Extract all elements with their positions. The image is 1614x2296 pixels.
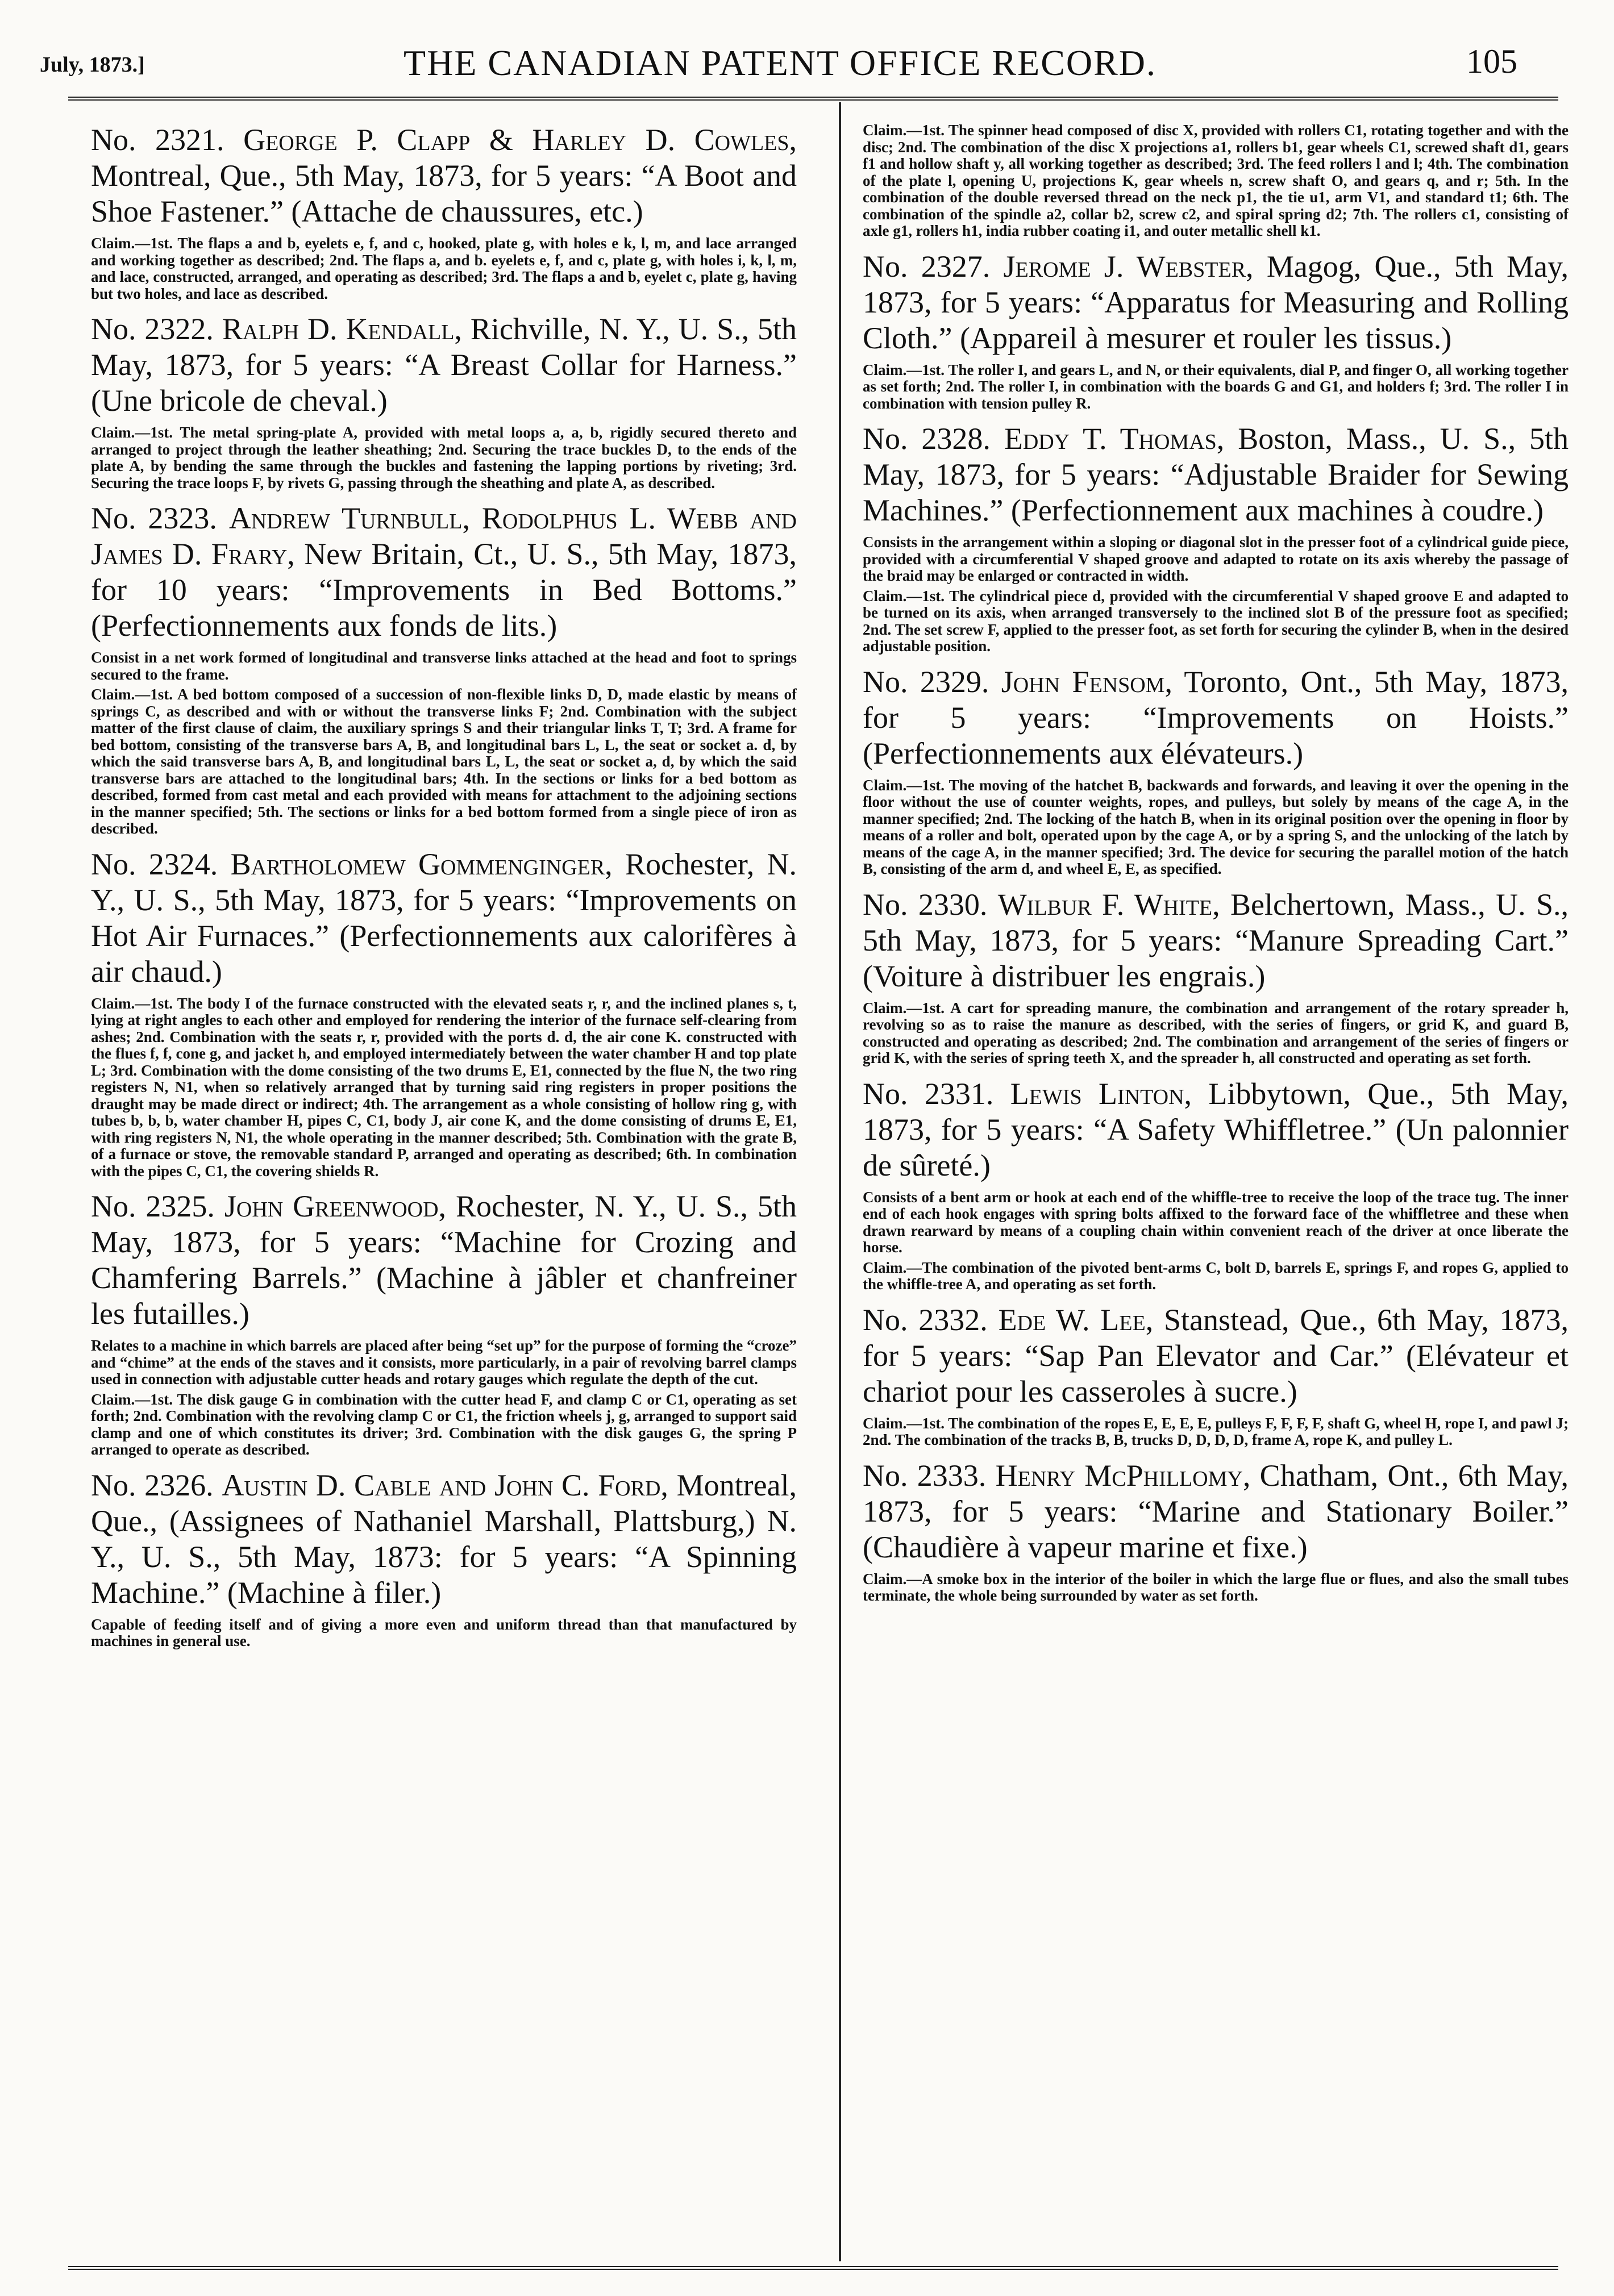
right-column — [863, 122, 1569, 1614]
patent-number: No. 2332. — [863, 1302, 988, 1337]
patent-title — [91, 122, 797, 230]
patentee-names: Ralph D. Kendall, — [222, 312, 462, 346]
patentee-names: John Fensom, — [1001, 664, 1172, 699]
claim-paragraph: Claim.—1st. The roller I, and gears L, and N, or their equivalents, dial P, and finger O, all working together as set forth; 2nd. The roller I, in combination with the boards G and G1, and holders f; 3rd. The roller I in combination with tension pulley R. — [863, 361, 1569, 412]
column-divider — [839, 102, 841, 2261]
publication-title: THE CANADIAN PATENT OFFICE RECORD. — [404, 43, 1157, 83]
patent-title — [91, 1189, 797, 1332]
patent-title — [863, 664, 1569, 772]
patent-details: Montreal, Que., (Assignees of Nathaniel Marshall, Plattsburg,) N. Y., U. S., 5th May, 1873: for 5 years: “A Spinning Machine.” (Machine à filer.) — [91, 1468, 797, 1610]
issue-date: July, 1873.] — [40, 53, 145, 77]
patent-number: No. 2330. — [863, 887, 988, 922]
claim-paragraph: Consist in a net work formed of longitudinal and transverse links attached at the head and foot to springs secured to the frame. — [91, 649, 797, 683]
patent-entry — [91, 311, 797, 491]
patent-number: No. 2328. — [863, 422, 991, 456]
patent-entry — [91, 501, 797, 837]
patentee-names: Wilbur F. White, — [997, 887, 1220, 922]
patent-number: No. 2321. — [91, 123, 224, 157]
patentee-names: Austin D. Cable and John C. Ford, — [222, 1468, 668, 1502]
patent-details: Libbytown, Que., 5th May, 1873, for 5 years: “A Safety Whiffletree.” (Un palonnier de sûreté.) — [863, 1076, 1569, 1182]
patentee-names: Andrew Turnbull, Rodolphus L. Webb and James D. Frary, — [91, 501, 797, 571]
claim-paragraph: Claim.—1st. The spinner head composed of disc X, provided with rollers C1, rotating together and with the disc; 2nd. The combination of the disc X projections a1, rollers b1, gear wheels C1, screwed shaft d1, gears f1 and hollow shaft y, all working together as described; 3rd. The feed rollers l and l; 4th. The combination of the plate l, opening U, projections K, gear wheels n, screw shaft O, and gears q, and r; 5th. In the combination of the double reversed thread on the neck p1, the tie u1, arm V1, and standard t1; 6th. The combination of the spindle a2, collar b2, screw c2, and spiral spring d2; 7th. The rollers c1, consisting of axle g1, rollers h1, india rubber coating i1, and outer metallic shell k1. — [863, 122, 1569, 239]
patentee-names: Ede W. Lee, — [998, 1302, 1154, 1337]
patent-details: Boston, Mass., U. S., 5th May, 1873, for 5 years: “Adjustable Braider for Sewing Machines.” (Perfectionnement aux machines à coudre.) — [863, 422, 1569, 527]
patentee-names: George P. Clapp & Harley D. Cowles, — [243, 123, 797, 157]
patent-number: No. 2326. — [91, 1468, 214, 1502]
patent-number: No. 2323. — [91, 501, 217, 535]
patent-title — [91, 1468, 797, 1611]
patentee-names: John Greenwood, — [224, 1189, 447, 1223]
claim-paragraph: Claim.—1st. A cart for spreading manure, the combination and arrangement of the rotary spreader h, revolving so as to raise the manure as described, with the series of fingers, or grid K, and guard B, constructed and operating as described; 2nd. The combination and arrangement of the series of fingers or grid K, with the series of spring teeth X, and the spreader h, all constructed and operating as set forth. — [863, 999, 1569, 1066]
patent-details: New Britain, Ct., U. S., 5th May, 1873, for 10 years: “Improvements in Bed Bottoms.” (Perfectionnements aux fonds de lits.) — [91, 537, 797, 643]
page-header — [40, 27, 1517, 83]
claim-paragraph: Claim.—A smoke box in the interior of the boiler in which the large flue or flues, and also the small tubes terminate, the whole being surrounded by water as set forth. — [863, 1570, 1569, 1604]
left-column — [91, 122, 797, 1659]
patent-entry — [91, 122, 797, 302]
patent-entry — [863, 421, 1569, 655]
patent-entry — [863, 1302, 1569, 1449]
patent-title — [863, 1302, 1569, 1410]
patent-entry — [91, 847, 797, 1180]
claim-paragraph: Capable of feeding itself and of giving a more even and uniform thread than that manufactured by machines in general use. — [91, 1615, 797, 1649]
patent-number: No. 2329. — [863, 664, 989, 699]
claim-paragraph: Claim.—1st. The combination of the ropes E, E, E, E, pulleys F, F, F, F, shaft G, wheel H, rope I, and pawl J; 2nd. The combination of the tracks B, B, trucks D, D, D, D, frame A, rope K, and pulley L. — [863, 1414, 1569, 1448]
patent-number: No. 2322. — [91, 312, 214, 346]
patent-entry — [863, 249, 1569, 412]
patent-title — [863, 249, 1569, 356]
patent-details: Toronto, Ont., 5th May, 1873, for 5 years: “Improvements on Hoists.” (Perfectionnements aux élévateurs.) — [863, 664, 1569, 770]
patentee-names: Lewis Linton, — [1010, 1076, 1192, 1111]
claim-paragraph: Claim.—1st. The body I of the furnace constructed with the elevated seats r, r, and the inclined planes s, t, lying at right angles to each other and employed for rendering the interior of the furnace self-clearing from ashes; 2nd. Combination with the seats r, r, provided with the ports d. d, the air cone K. constructed with the flues f, f, cone g, and jacket h, and employed intermediately between the water chamber H and top plate L; 3rd. Combination with the dome consisting of the two drums E, E1, connected by the flue N, the two ring registers N, N1, when so relatively arranged that by turning said ring registers in proper positions the draught may be made direct or indirect; 4th. The arrangement as a whole consisting of hollow ring g, with tubes b, b, b, water chamber H, pipes C, C1, body J, air cone K, and the dome consisting of drums E, E1, with ring registers N, N1, the whole operating in the manner described; 5th. Combination with the grate B, of a furnace or stove, the removable standard P, arranged and operating as described; 6th. In combination with the pipes C, C1, the covering shields R. — [91, 994, 797, 1180]
patent-entry — [91, 1468, 797, 1650]
patentee-names: Bartholomew Gommenginger, — [230, 847, 613, 881]
patent-details: Montreal, Que., 5th May, 1873, for 5 years: “A Boot and Shoe Fastener.” (Attache de chaussures, etc.) — [91, 159, 797, 228]
patent-details: Chatham, Ont., 6th May, 1873, for 5 years: “Marine and Stationary Boiler.” (Chaudière à vapeur marine et fixe.) — [863, 1458, 1569, 1564]
patent-details: Rochester, N. Y., U. S., 5th May, 1873, for 5 years: “Improvements on Hot Air Furnaces.” (Perfectionnements aux calorifères à air chaud.) — [91, 847, 797, 989]
claim-paragraph: Consists of a bent arm or hook at each end of the whiffle-tree to receive the loop of the trace tug. The inner end of each hook engages with spring bolts affixed to the forward face of the whiffletree and these when drawn rearward by means of a coupling chain within convenient reach of the driver at once liberate the horse. — [863, 1188, 1569, 1256]
patent-title — [863, 421, 1569, 528]
claim-paragraph: Claim.—The combination of the pivoted bent-arms C, bolt D, barrels E, springs F, and ropes G, applied to the whiffle-tree A, and operating as set forth. — [863, 1259, 1569, 1293]
patent-details: Rochester, N. Y., U. S., 5th May, 1873, for 5 years: “Machine for Crozing and Chamfering Barrels.” (Machine à jâbler et chanfreiner les futailles.) — [91, 1189, 797, 1331]
patent-details: Belchertown, Mass., U. S., 5th May, 1873, for 5 years: “Manure Spreading Cart.” (Voiture à distribuer les engrais.) — [863, 887, 1569, 993]
claim-paragraph: Claim.—1st. The disk gauge G in combination with the cutter head F, and clamp C or C1, operating as set forth; 2nd. Combination with the revolving clamp C or C1, the friction wheels j, g, arranged to support said clamp and one of which constitutes its driver; 3rd. Combination with the disk gauges G, the spring P arranged to operate as described. — [91, 1390, 797, 1458]
patentee-names: Jerome J. Webster, — [1003, 249, 1254, 284]
patent-title — [91, 311, 797, 419]
patent-entry — [863, 887, 1569, 1067]
claim-paragraph: Claim.—1st. The moving of the hatchet B, backwards and forwards, and leaving it over the opening in the floor without the use of counter weights, ropes, and pulleys, but solely by means of the cage A, in the manner specified; 2nd. The locking of the hatch B, when in its original position over the opening in floor by means of a roller and bolt, operated upon by the cage A, or by a spring S, and the unlocking of the latch by means of the cage A, in the manner specified; 3rd. The device for securing the parallel motion of the hatch B, consisting of the arm d, and wheel E, E, as specified. — [863, 776, 1569, 877]
patent-title — [863, 1458, 1569, 1565]
patent-entry — [863, 1076, 1569, 1293]
patentee-names: Eddy T. Thomas, — [1004, 422, 1225, 456]
patent-title — [91, 847, 797, 990]
claim-paragraph: Claim.—1st. The cylindrical piece d, provided with the circumferential V shaped groove E and adapted to be turned on its axis, when arranged transversely to the inclined slot B of the pressure foot as specified; 2nd. The set screw F, applied to the presser foot, as set forth for securing the cylinder B, when in the desired adjustable position. — [863, 587, 1569, 655]
claim-paragraph: Claim.—1st. A bed bottom composed of a succession of non-flexible links D, D, made elastic by means of springs C, as described and with or without the transverse links F; 2nd. Combination with the subject matter of the first clause of claim, the auxiliary springs S and their triangular links T, T; 3rd. A frame for bed bottom, consisting of the transverse bars A, B, and longitudinal bars L, L, the seat or socket a. d, by which the said transverse bars A, B, and longitudinal bars L, L, the seat or socket a, d, by which the said transverse bars are attached to the longitudinal bars; 4th. In the sections or links for a bed bottom as described, formed from cast metal and each provided with means for attachment to the adjoining sections in the manner specified; 5th. The sections or links for a bed bottom formed from a single piece of iron as described. — [91, 686, 797, 837]
patent-number: No. 2331. — [863, 1076, 994, 1111]
claim-paragraph: Relates to a machine in which barrels are placed after being “set up” for the purpose of forming the “croze” and “chime” at the ends of the staves and it consists, more particularly, in a pair of revolving barrel clamps used in connection with adjustable cutter heads and rotary gauges which regulate the depth of the cut. — [91, 1337, 797, 1387]
patent-details: Stanstead, Que., 6th May, 1873, for 5 years: “Sap Pan Elevator and Car.” (Elévateur et chariot pour les casseroles à sucre.) — [863, 1302, 1569, 1409]
patentee-names: Henry McPhillomy, — [995, 1458, 1251, 1493]
patent-number: No. 2325. — [91, 1189, 215, 1223]
patent-entry — [863, 122, 1569, 240]
claim-paragraph: Claim.—1st. The metal spring-plate A, provided with metal loops a, a, b, rigidly secured thereto and arranged to project through the leather sheathing; 2nd. Securing the trace buckles D, to the ends of the plate A, by bending the same through the buckles and fastening the lapping portions by riveting; 3rd. Securing the trace loops F, by rivets G, passing through the sheathing and plate A, as described. — [91, 424, 797, 491]
claim-paragraph: Consists in the arrangement within a sloping or diagonal slot in the presser foot of a cylindrical guide piece, provided with a circumferential V shaped groove and adapted to rotate on its axis whereby the passage of the braid may be enlarged or contracted in width. — [863, 534, 1569, 584]
page-number: 105 — [1466, 43, 1517, 80]
patent-details: Magog, Que., 5th May, 1873, for 5 years: “Apparatus for Measuring and Rolling Cloth.” (Appareil à mesurer et rouler les tissus.) — [863, 249, 1569, 355]
patent-number: No. 2324. — [91, 847, 218, 881]
patent-entry — [863, 1458, 1569, 1605]
patent-title — [863, 1076, 1569, 1184]
patent-title — [863, 887, 1569, 994]
claim-paragraph: Claim.—1st. The flaps a and b, eyelets e, f, and c, hooked, plate g, with holes e k, l, m, and lace arranged and working together as described; 2nd. The flaps a, and b. eyelets e, f, and c, plate g, with holes i, k, l, m, and lace, constructed, arranged, and operating as described; 3rd. The flaps a and b, eyelet c, plate g, having but two holes, and lace as described. — [91, 235, 797, 302]
patent-number: No. 2327. — [863, 249, 991, 284]
patent-entry — [863, 664, 1569, 878]
patent-number: No. 2333. — [863, 1458, 987, 1493]
patent-title — [91, 501, 797, 644]
patent-details: Richville, N. Y., U. S., 5th May, 1873, for 5 years: “A Breast Collar for Harness.” (Une bricole de cheval.) — [91, 312, 797, 418]
patent-entry — [91, 1189, 797, 1459]
